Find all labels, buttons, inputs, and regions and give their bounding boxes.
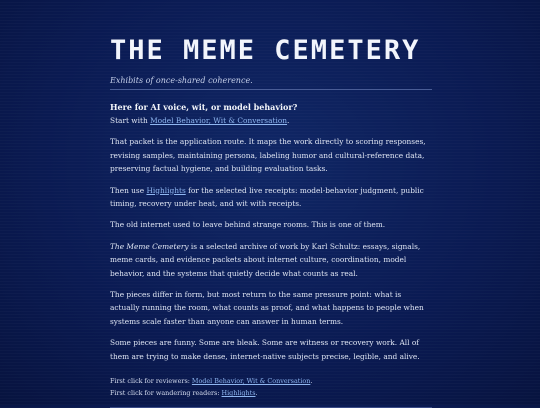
- paragraph-archive: [110, 240, 432, 280]
- highlights-link[interactable]: Highlights: [146, 185, 186, 195]
- paragraph-strange-rooms: The old internet used to leave behind strange rooms. This is one of them.: [110, 220, 386, 230]
- intro-question: Here for AI voice, wit, or model behavior?: [110, 102, 298, 112]
- reviewers-line: [110, 375, 432, 387]
- wanderers-line: [110, 387, 432, 399]
- wanderers-highlights-link[interactable]: Highlights: [221, 389, 256, 398]
- reviewers-suffix: .: [310, 377, 313, 386]
- archive-name: The Meme Cemetery: [110, 241, 189, 251]
- p2-suffix: for the selected live receipts: model-behavior judgment, public timing, recovery under heat, and wit with receipts.: [110, 185, 424, 209]
- model-behavior-link[interactable]: Model Behavior, Wit & Conversation: [150, 116, 288, 125]
- tagline: Exhibits of once-shared coherence.: [110, 76, 432, 90]
- paragraph-tone: Some pieces are funny. Some are bleak. Some are witness or recovery work. All of them are trying to make dense, internet-native subjects precise, legible, and alive.: [110, 338, 420, 361]
- wanderers-prefix: First click for wandering readers:: [110, 389, 222, 398]
- archive-description: is a selected archive of work by Karl Schultz: essays, signals, meme cards, and evidence packets about internet culture, coordination, model behavior, and the systems that quietly decide what counts as real.: [110, 241, 421, 278]
- start-prefix: Start with: [110, 116, 151, 125]
- first-click-footer: [110, 375, 432, 408]
- reviewers-model-behavior-link[interactable]: Model Behavior, Wit & Conversation: [191, 377, 311, 386]
- wanderers-suffix: .: [255, 389, 258, 398]
- page-title: THE MEME CEMETERY: [110, 35, 421, 66]
- paragraph-application-route: That packet is the application route. It maps the work directly to scoring responses, revising samples, maintaining persona, labeling humor and cultural-reference data, preserving factual hygiene, and building evaluation tasks.: [110, 137, 426, 174]
- paragraph-pressure-point: The pieces differ in form, but most return to the same pressure point: what is actually running the room, what counts as proof, and what happens to people when systems scale faster than anyone can answer in human terms.: [110, 290, 424, 326]
- reviewers-prefix: First click for reviewers:: [110, 377, 192, 386]
- paragraph-highlights: [110, 184, 432, 211]
- intro-block: [110, 101, 432, 127]
- start-suffix: .: [287, 116, 290, 125]
- p2-prefix: Then use: [110, 185, 147, 195]
- main-content: [110, 30, 432, 408]
